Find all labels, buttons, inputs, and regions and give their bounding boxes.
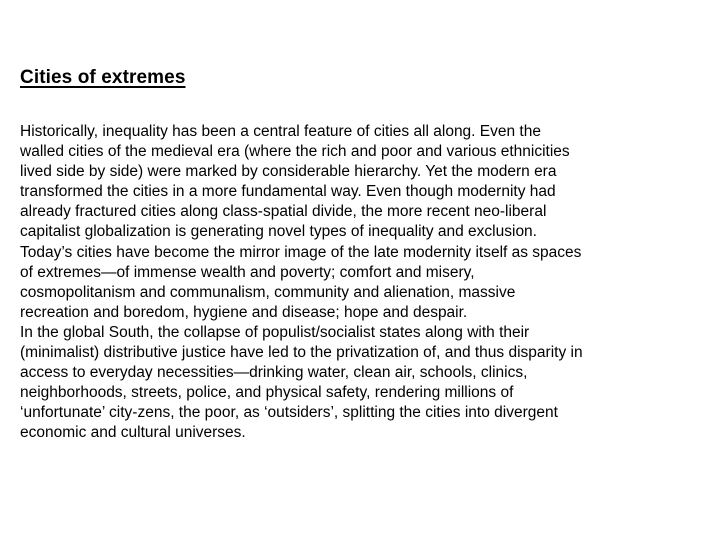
body-line: transformed the cities in a more fundamental way. Even though modernity had — [20, 183, 556, 201]
body-line: Historically, inequality has been a central feature of cities all along. Even the — [20, 123, 541, 140]
slide-title: Cities of extremes — [20, 67, 186, 88]
body-line: recreation and boredom, hygiene and disease; hope and despair. — [20, 303, 468, 321]
body-line: lived side by side) were marked by considerable hierarchy. Yet the modern era — [20, 163, 557, 181]
body-line: of extremes—of immense wealth and poverty; comfort and misery, — [20, 263, 475, 281]
body-line: access to everyday necessities—drinking water, clean air, schools, clinics, — [20, 364, 528, 382]
body-line: walled cities of the medieval era (where the rich and poor and various ethnicities — [20, 143, 570, 161]
body-line: ‘unfortunate’ city-zens, the poor, as ‘outsiders’, splitting the cities into divergent — [20, 404, 558, 422]
body-line: capitalist globalization is generating novel types of inequality and exclusion. — [20, 223, 537, 241]
body-line: Today’s cities have become the mirror image of the late modernity itself as spaces — [20, 243, 582, 261]
body-text — [20, 122, 710, 444]
body-line: (minimalist) distributive justice have led to the privatization of, and thus disparity in — [20, 344, 583, 362]
body-line: already fractured cities along class-spatial divide, the more recent neo-liberal — [20, 203, 547, 221]
body-line: economic and cultural universes. — [20, 424, 246, 442]
body-line: In the global South, the collapse of populist/socialist states along with their — [20, 323, 530, 341]
body-line: cosmopolitanism and communalism, community and alienation, massive — [20, 283, 516, 301]
body-line: neighborhoods, streets, police, and physical safety, rendering millions of — [20, 384, 514, 402]
